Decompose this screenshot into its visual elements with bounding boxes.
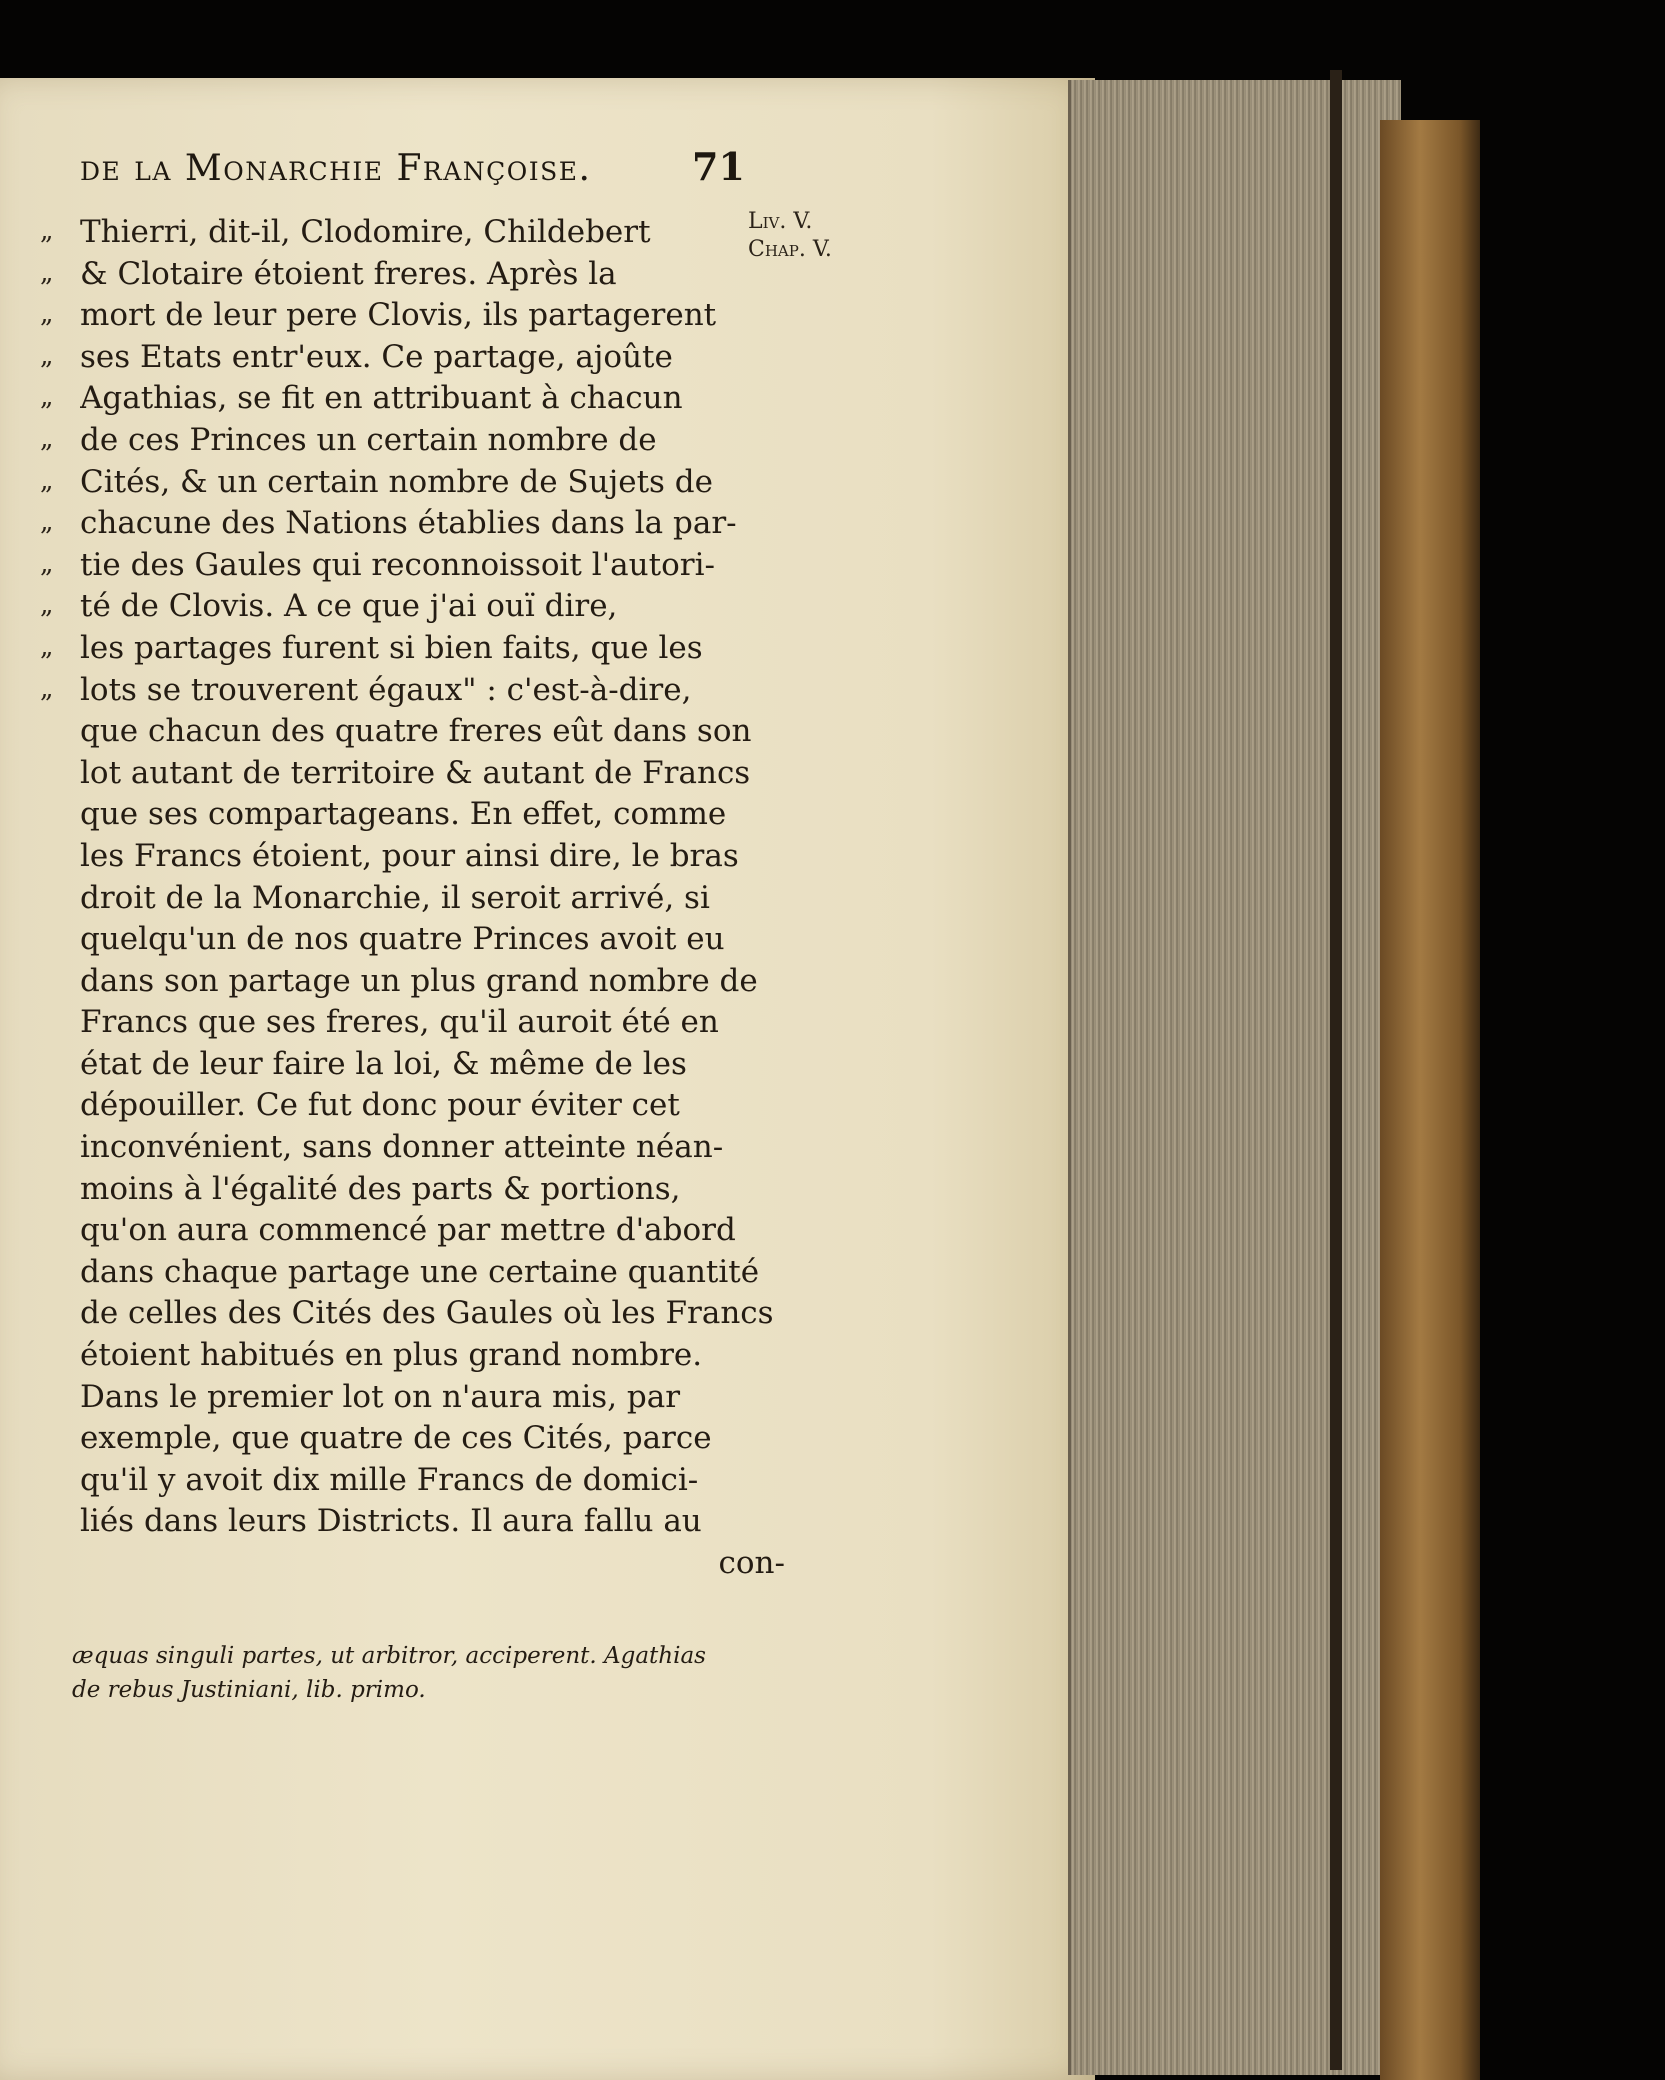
line-text: lots se trouverent égaux" : c'est-à-dire,	[80, 671, 692, 708]
line-text: droit de la Monarchie, il seroit arrivé, si	[80, 879, 710, 916]
text-line	[40, 1460, 785, 1502]
text-line	[40, 1044, 785, 1086]
line-text: que ses compartageans. En effet, comme	[80, 796, 727, 833]
text-line	[40, 753, 785, 795]
quote-mark: „	[40, 631, 54, 662]
text-line	[40, 919, 785, 961]
line-text: inconvénient, sans donner atteinte néan-	[80, 1129, 724, 1166]
margin-note-book: Liv. V.	[748, 209, 813, 234]
text-line	[40, 628, 785, 670]
line-text: liés dans leurs Districts. Il aura fallu au	[80, 1503, 702, 1540]
line-text: que chacun des quatre freres eût dans son	[80, 713, 752, 750]
text-line	[40, 1169, 785, 1211]
text-line	[40, 378, 785, 420]
line-text: Agathias, se fit en attribuant à chacun	[80, 380, 683, 417]
line-text: chacune des Nations établies dans la par-	[80, 505, 737, 542]
text-line	[40, 1418, 785, 1460]
text-line	[40, 836, 785, 878]
line-text: tie des Gaules qui reconnoissoit l'autori-	[80, 546, 715, 583]
footnote-line: de rebus Justiniani, lib. primo.	[72, 1677, 426, 1703]
line-text: Cités, & un certain nombre de Sujets de	[80, 463, 713, 500]
quote-mark: „	[40, 257, 54, 288]
text-line	[40, 1377, 785, 1419]
line-text: qu'il y avoit dix mille Francs de domici-	[80, 1461, 699, 1498]
line-text: dépouiller. Ce fut donc pour éviter cet	[80, 1087, 680, 1124]
text-line	[40, 1293, 785, 1335]
text-line	[40, 254, 785, 296]
line-text: con-	[718, 1545, 785, 1581]
page-number: 71	[692, 144, 745, 189]
page-header	[80, 140, 780, 200]
line-text: dans son partage un plus grand nombre de	[80, 962, 758, 999]
text-line	[40, 1210, 785, 1252]
line-text: les partages furent si bien faits, que les	[80, 629, 703, 666]
quote-mark: „	[40, 548, 54, 579]
footnote	[72, 1640, 792, 1708]
line-text: moins à l'égalité des parts & portions,	[80, 1170, 681, 1207]
quote-mark: „	[40, 507, 54, 538]
text-line	[40, 337, 785, 379]
page-edges	[1068, 80, 1401, 2075]
line-text: exemple, que quatre de ces Cités, parce	[80, 1420, 712, 1457]
text-line	[40, 462, 785, 504]
line-text: étoient habitués en plus grand nombre.	[80, 1337, 703, 1374]
line-text: ses Etats entr'eux. Ce partage, ajoûte	[80, 338, 673, 375]
line-text: les Francs étoient, pour ainsi dire, le bras	[80, 837, 739, 874]
text-line	[40, 586, 785, 628]
line-text: té de Clovis. A ce que j'ai ouï dire,	[80, 588, 618, 625]
text-line	[40, 295, 785, 337]
quote-mark: „	[40, 673, 54, 704]
line-text: qu'on aura commencé par mettre d'abord	[80, 1212, 736, 1249]
text-line	[40, 1085, 785, 1127]
quote-mark: „	[40, 299, 54, 330]
text-line	[40, 794, 785, 836]
text-line	[40, 1002, 785, 1044]
text-line	[40, 961, 785, 1003]
line-text: de ces Princes un certain nombre de	[80, 421, 657, 458]
text-line	[40, 711, 785, 753]
text-line	[40, 1127, 785, 1169]
text-line	[40, 1543, 785, 1585]
quote-mark: „	[40, 340, 54, 371]
text-line	[40, 670, 785, 712]
line-text: Thierri, dit-il, Clodomire, Childebert	[80, 214, 651, 250]
line-text: mort de leur pere Clovis, ils partagerent	[80, 297, 717, 334]
text-line	[40, 545, 785, 587]
footnote-line: æquas singuli partes, ut arbitror, acciperent. Agathias	[72, 1643, 706, 1669]
text-line	[40, 878, 785, 920]
line-text: quelqu'un de nos quatre Princes avoit eu	[80, 921, 725, 958]
line-text: Dans le premier lot on n'aura mis, par	[80, 1378, 681, 1415]
text-line	[40, 1335, 785, 1377]
line-text: état de leur faire la loi, & même de les	[80, 1045, 687, 1082]
binding-shadow	[1330, 70, 1342, 2070]
line-text: de celles des Cités des Gaules où les Francs	[80, 1295, 774, 1332]
quote-mark: „	[40, 423, 54, 454]
line-text: Francs que ses freres, qu'il auroit été en	[80, 1004, 719, 1041]
quote-mark: „	[40, 216, 54, 246]
line-text: lot autant de territoire & autant de Francs	[80, 754, 751, 791]
book-cover	[1380, 120, 1480, 2080]
line-text: & Clotaire étoient freres. Après la	[80, 255, 617, 292]
body-text	[40, 212, 785, 1585]
text-line	[40, 503, 785, 545]
quote-mark: „	[40, 465, 54, 496]
text-line	[40, 420, 785, 462]
line-text: dans chaque partage une certaine quantité	[80, 1253, 760, 1290]
text-line	[40, 1252, 785, 1294]
quote-mark: „	[40, 590, 54, 621]
running-head: de la Monarchie Françoise.	[80, 148, 592, 189]
quote-mark: „	[40, 382, 54, 413]
text-line	[40, 212, 785, 254]
text-line	[40, 1501, 785, 1543]
margin-note-chapter: Chap. V.	[748, 237, 832, 262]
